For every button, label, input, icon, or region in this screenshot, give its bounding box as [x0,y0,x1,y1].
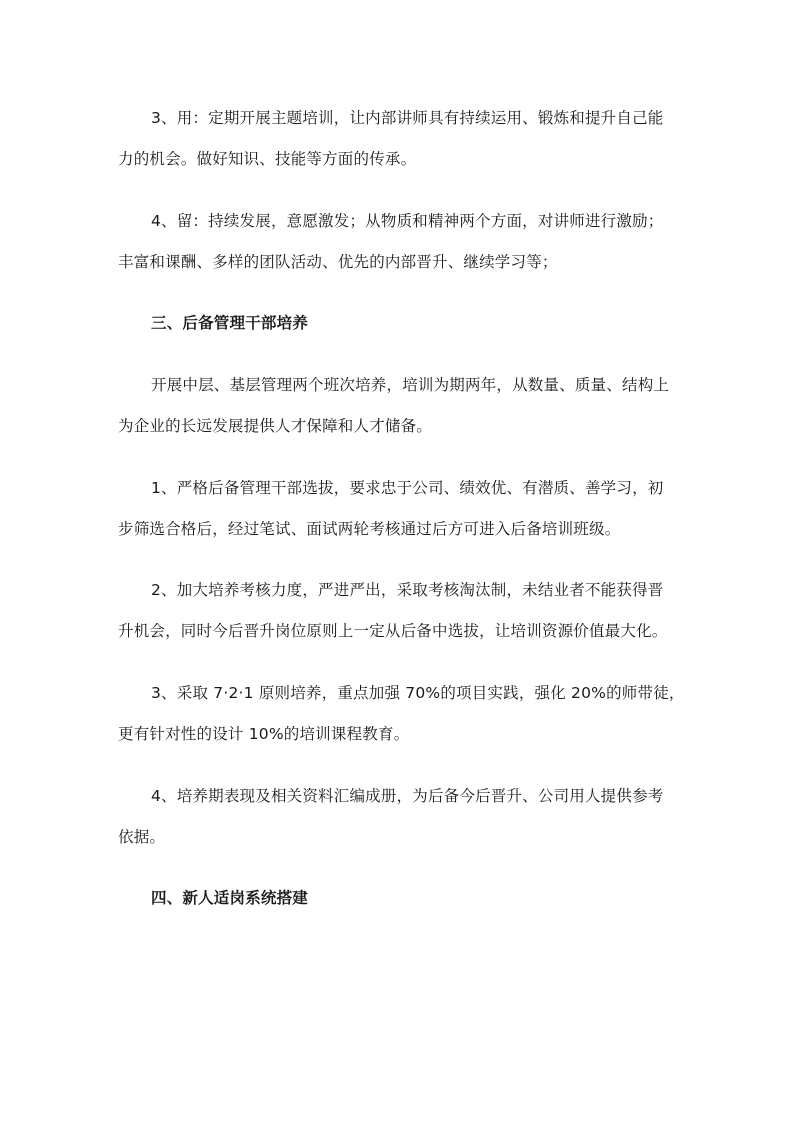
paragraph-section3-intro [118,365,684,447]
paragraph-section3-item2 [118,570,684,652]
paragraph-line: 1、严格后备管理干部选拔，要求忠于公司、绩效优、有潜质、善学习，初 [151,479,664,497]
paragraph-section3-item4 [118,776,684,858]
paragraph-line: 依据。 [118,828,166,846]
paragraph-line: 为企业的长远发展提供人才保障和人才储备。 [118,417,433,435]
section-heading: 三、后备管理干部培养 [151,314,309,332]
paragraph-line: 4、培养期表现及相关资料汇编成册，为后备今后晋升、公司用人提供参考 [151,787,664,805]
paragraph-item3 [118,98,684,180]
section-heading: 四、新人适岗系统搭建 [151,889,309,907]
paragraph-line: 更有针对性的设计 10%的培训课程教育。 [118,725,410,743]
section4-heading-block [118,878,684,919]
paragraph-line: 丰富和课酬、多样的团队活动、优先的内部晋升、继续学习等； [118,253,558,271]
paragraph-line: 3、采取 7·2·1 原则培养，重点加强 70%的项目实践，强化 20%的师带徒， [151,684,685,702]
paragraph-line: 2、加大培养考核力度，严进严出，采取考核淘汰制，未结业者不能获得晋 [151,581,664,599]
section3-heading-block [118,303,684,344]
paragraph-line: 步筛选合格后，经过笔试、面试两轮考核通过后方可进入后备培训班级。 [118,520,621,538]
paragraph-line: 开展中层、基层管理两个班次培养，培训为期两年，从数量、质量、结构上 [151,376,670,394]
paragraph-section3-item3 [118,673,684,755]
paragraph-section3-item1 [118,468,684,550]
paragraph-line: 3、用：定期开展主题培训，让内部讲师具有持续运用、锻炼和提升自己能 [151,109,664,127]
paragraph-item4 [118,201,684,283]
paragraph-line: 力的机会。做好知识、技能等方面的传承。 [118,150,417,168]
paragraph-line: 升机会，同时今后晋升岗位原则上一定从后备中选拔，让培训资源价值最大化。 [118,622,668,640]
paragraph-line: 4、留：持续发展，意愿激发；从物质和精神两个方面，对讲师进行激励； [151,212,664,230]
